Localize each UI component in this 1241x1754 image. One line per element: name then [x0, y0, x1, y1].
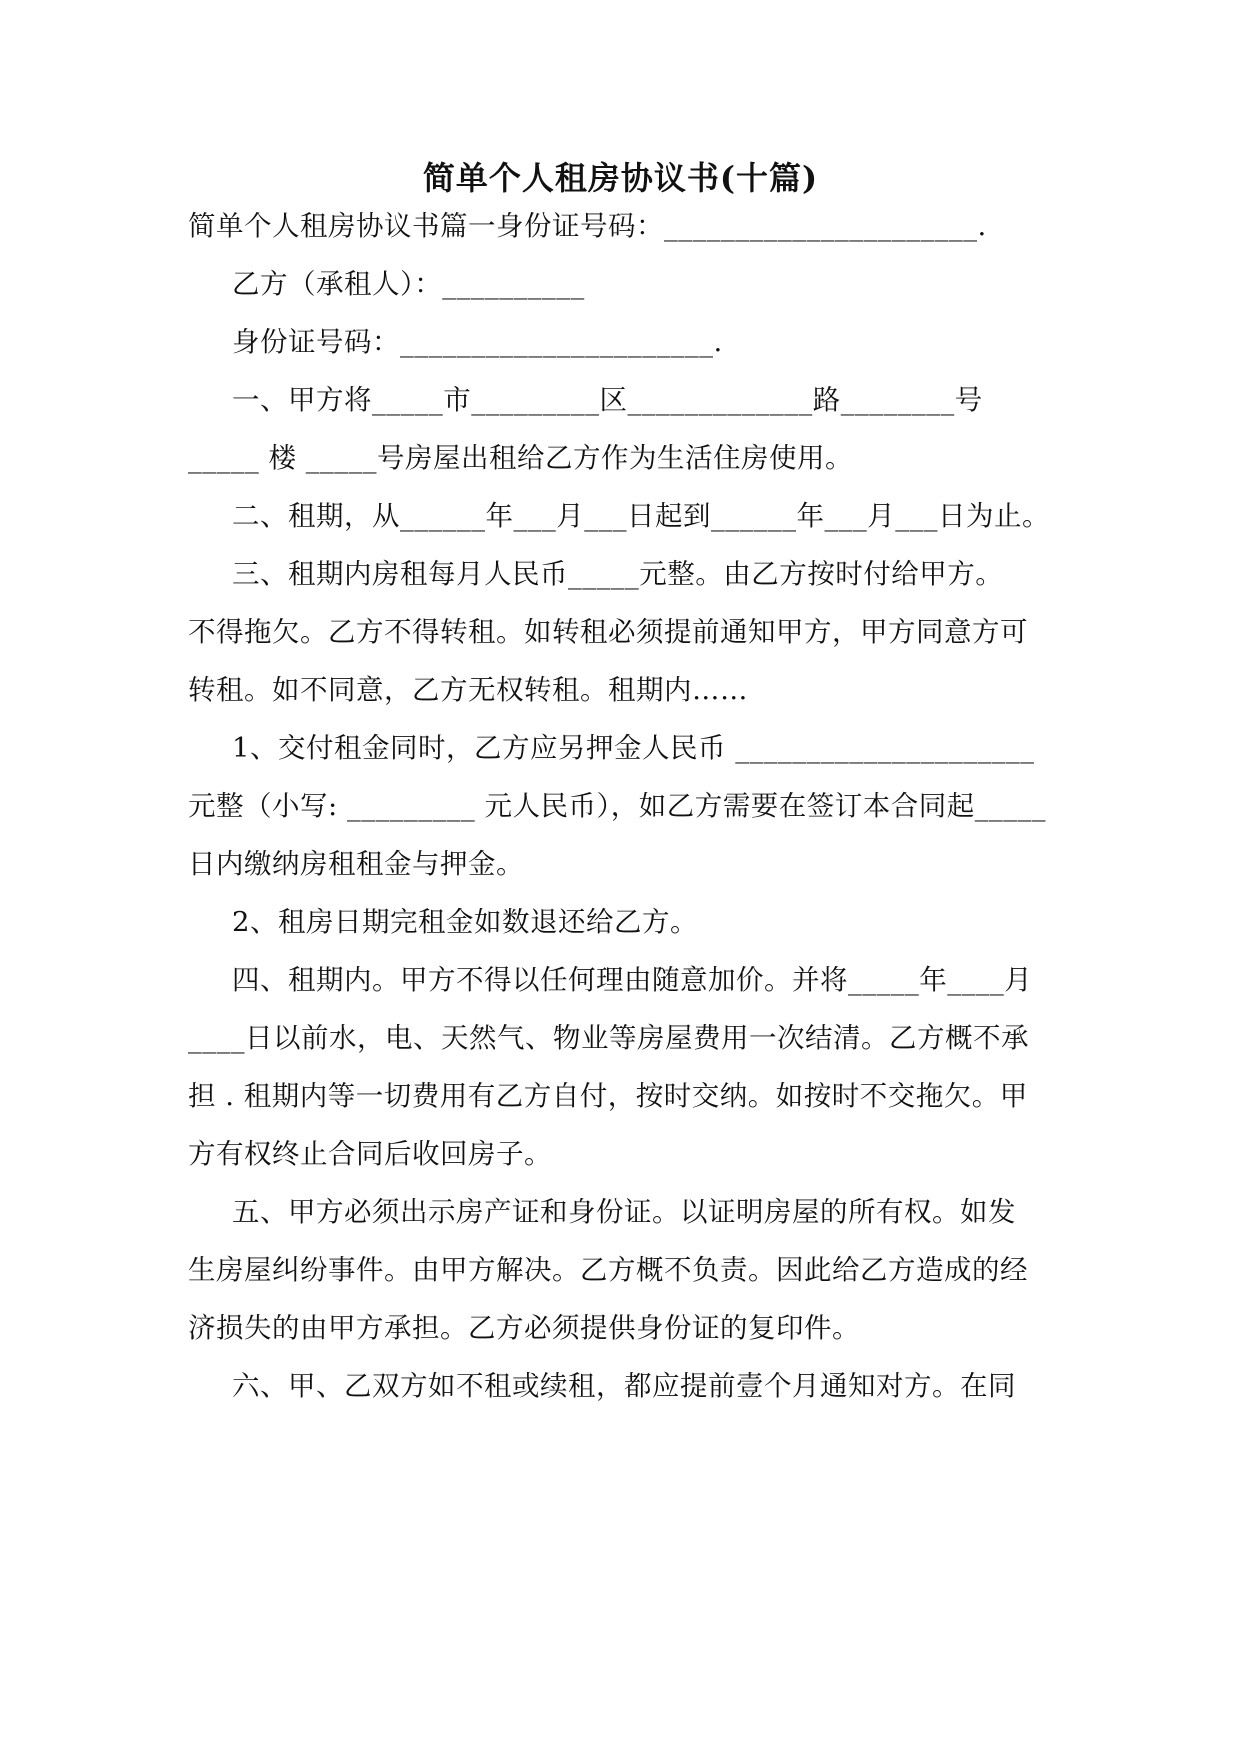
paragraph-line-8: 不得拖欠。乙方不得转租。如转租必须提前通知甲方，甲方同意方可	[188, 616, 1028, 648]
paragraph-line-14: 四、租期内。甲方不得以任何理由随意加价。并将_____年____月	[232, 964, 1033, 996]
paragraph-line-10: 1、交付租金同时，乙方应另押金人民币 _____________________	[232, 732, 1035, 764]
paragraph-line-11: 元整（小写: _________ 元人民币），如乙方需要在签订本合同起_____	[188, 790, 1046, 822]
paragraph-line-16: 担 . 租期内等一切费用有乙方自付，按时交纳。如按时不交拖欠。甲	[188, 1080, 1028, 1112]
paragraph-line-21: 六、甲、乙双方如不租或续租，都应提前壹个月通知对方。在同	[232, 1370, 1016, 1402]
paragraph-line-5: _____ 楼 _____号房屋出租给乙方作为生活住房使用。	[188, 442, 853, 474]
paragraph-line-18: 五、甲方必须出示房产证和身份证。以证明房屋的所有权。如发	[232, 1196, 1016, 1228]
paragraph-line-19: 生房屋纠纷事件。由甲方解决。乙方概不负责。因此给乙方造成的经	[188, 1254, 1028, 1286]
document-title: 简单个人租房协议书(十篇)	[422, 159, 819, 197]
paragraph-line-4: 一、甲方将_____市_________区_____________路________号	[232, 384, 983, 416]
paragraph-line-1: 简单个人租房协议书篇一身份证号码：______________________.	[188, 210, 987, 242]
paragraph-line-6: 二、租期，从______年___月___日起到______年___月___日为止。	[232, 500, 1050, 532]
paragraph-line-20: 济损失的由甲方承担。乙方必须提供身份证的复印件。	[188, 1312, 860, 1344]
paragraph-line-2: 乙方（承租人）：__________	[232, 268, 585, 300]
paragraph-line-13: 2、租房日期完租金如数退还给乙方。	[232, 906, 698, 938]
paragraph-line-3: 身份证号码：______________________.	[232, 326, 723, 358]
paragraph-line-12: 日内缴纳房租租金与押金。	[188, 848, 524, 880]
paragraph-line-15: ____日以前水，电、天然气、物业等房屋费用一次结清。乙方概不承	[188, 1022, 1029, 1054]
paragraph-line-9: 转租。如不同意，乙方无权转租。租期内……	[188, 674, 748, 706]
paragraph-line-17: 方有权终止合同后收回房子。	[188, 1138, 552, 1170]
paragraph-line-7: 三、租期内房租每月人民币_____元整。由乙方按时付给甲方。	[232, 558, 1004, 590]
